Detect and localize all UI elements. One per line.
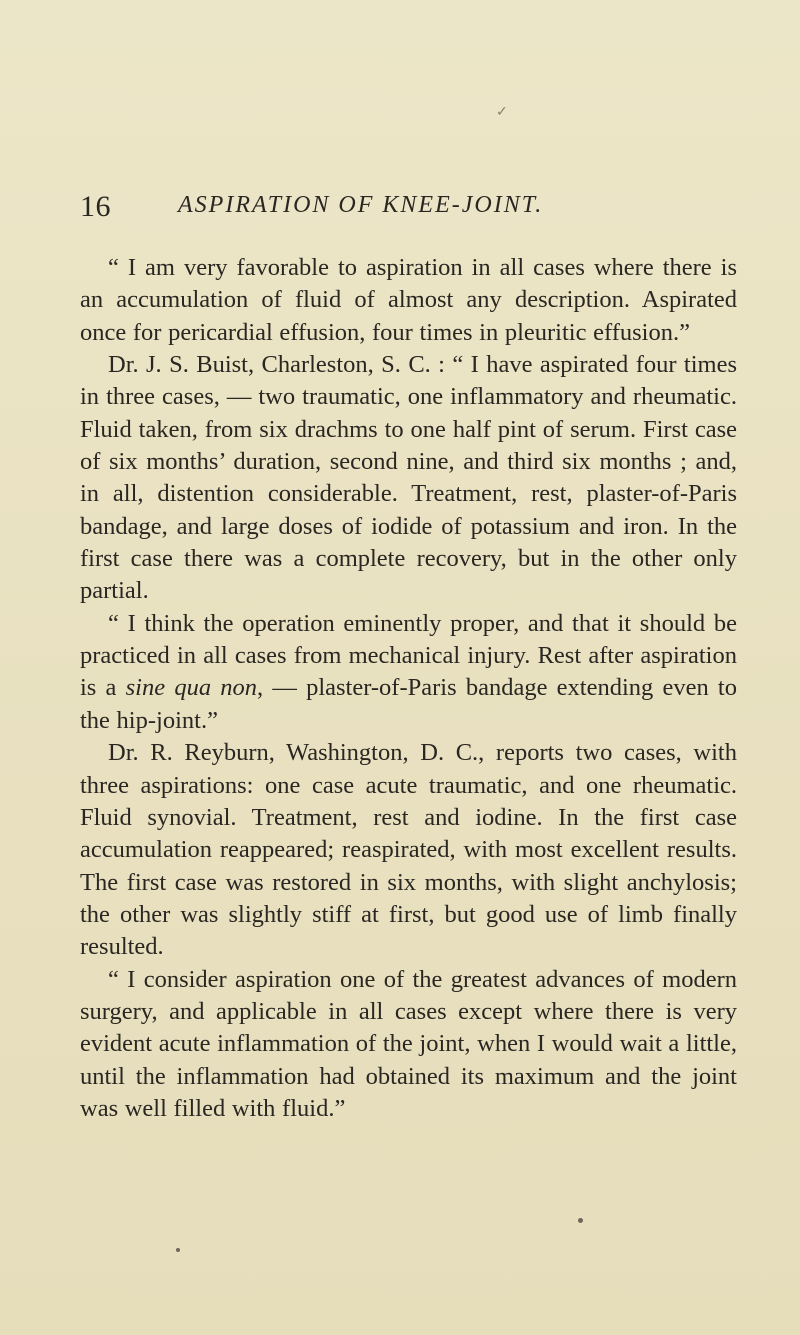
ink-speck	[578, 1218, 583, 1223]
latin-phrase: sine qua non	[125, 674, 258, 702]
paragraph-buist	[80, 349, 737, 608]
paragraph-quote-favorable	[80, 252, 737, 349]
page-number: 16	[80, 190, 111, 223]
paragraph-text: Dr. J. S. Buist, Charleston, S. C. : “ I have aspirated four times in three cases, — two traumatic, one inflammatory and rheumatic. Fluid taken, from six drachms to one half pint of serum. First case of six months’ duration, second nine, and third six months ; and, in all, distention considerable. Treatment, rest, plaster-of-Paris bandage, and large doses of iodide of potassium and iron. In the first case there was a complete recovery, but in the other only partial.	[80, 351, 737, 605]
paragraph-text: Dr. R. Reyburn, Washington, D. C., reports two cases, with three aspirations: one case acute traumatic, and one rheumatic. Fluid synovial. Treatment, rest and iodine. In the first case accumulation reappeared; reaspirated, with most excellent results. The first case was restored in six months, with slight anchylosis; the other was slightly stiff at first, but good use of limb finally resulted.	[80, 739, 737, 961]
running-title: ASPIRATION OF KNEE-JOINT.	[178, 192, 544, 218]
paragraph-text: , — plaster-of-Paris bandage extending even to the hip-joint.”	[80, 674, 737, 734]
ink-speck	[176, 1248, 180, 1252]
paragraph-text: “ I am very favorable to aspiration in all cases where there is an accumulation of fluid of almost any description. Aspirated once for pericardial effusion, four times in pleuritic effusion.”	[80, 254, 737, 346]
paragraph-text: “ I consider aspiration one of the greatest advances of modern surgery, and applicable in all cases except where there is very evident acute inflammation of the joint, when I would wait a little, until the inflammation had obtained its maximum and the joint was well filled with fluid.”	[80, 965, 737, 1122]
paragraph-reyburn	[80, 737, 737, 963]
body-text	[80, 252, 737, 1125]
page-header	[80, 190, 740, 230]
paragraph-quote-advances	[80, 964, 737, 1126]
paragraph-text: “ I think the operation eminently proper, and that it should be practiced in all cases from mechanical injury. Rest after aspiration is a	[80, 609, 737, 702]
paragraph-quote-operation	[80, 608, 737, 737]
pencil-check-mark: ✓	[496, 105, 508, 120]
